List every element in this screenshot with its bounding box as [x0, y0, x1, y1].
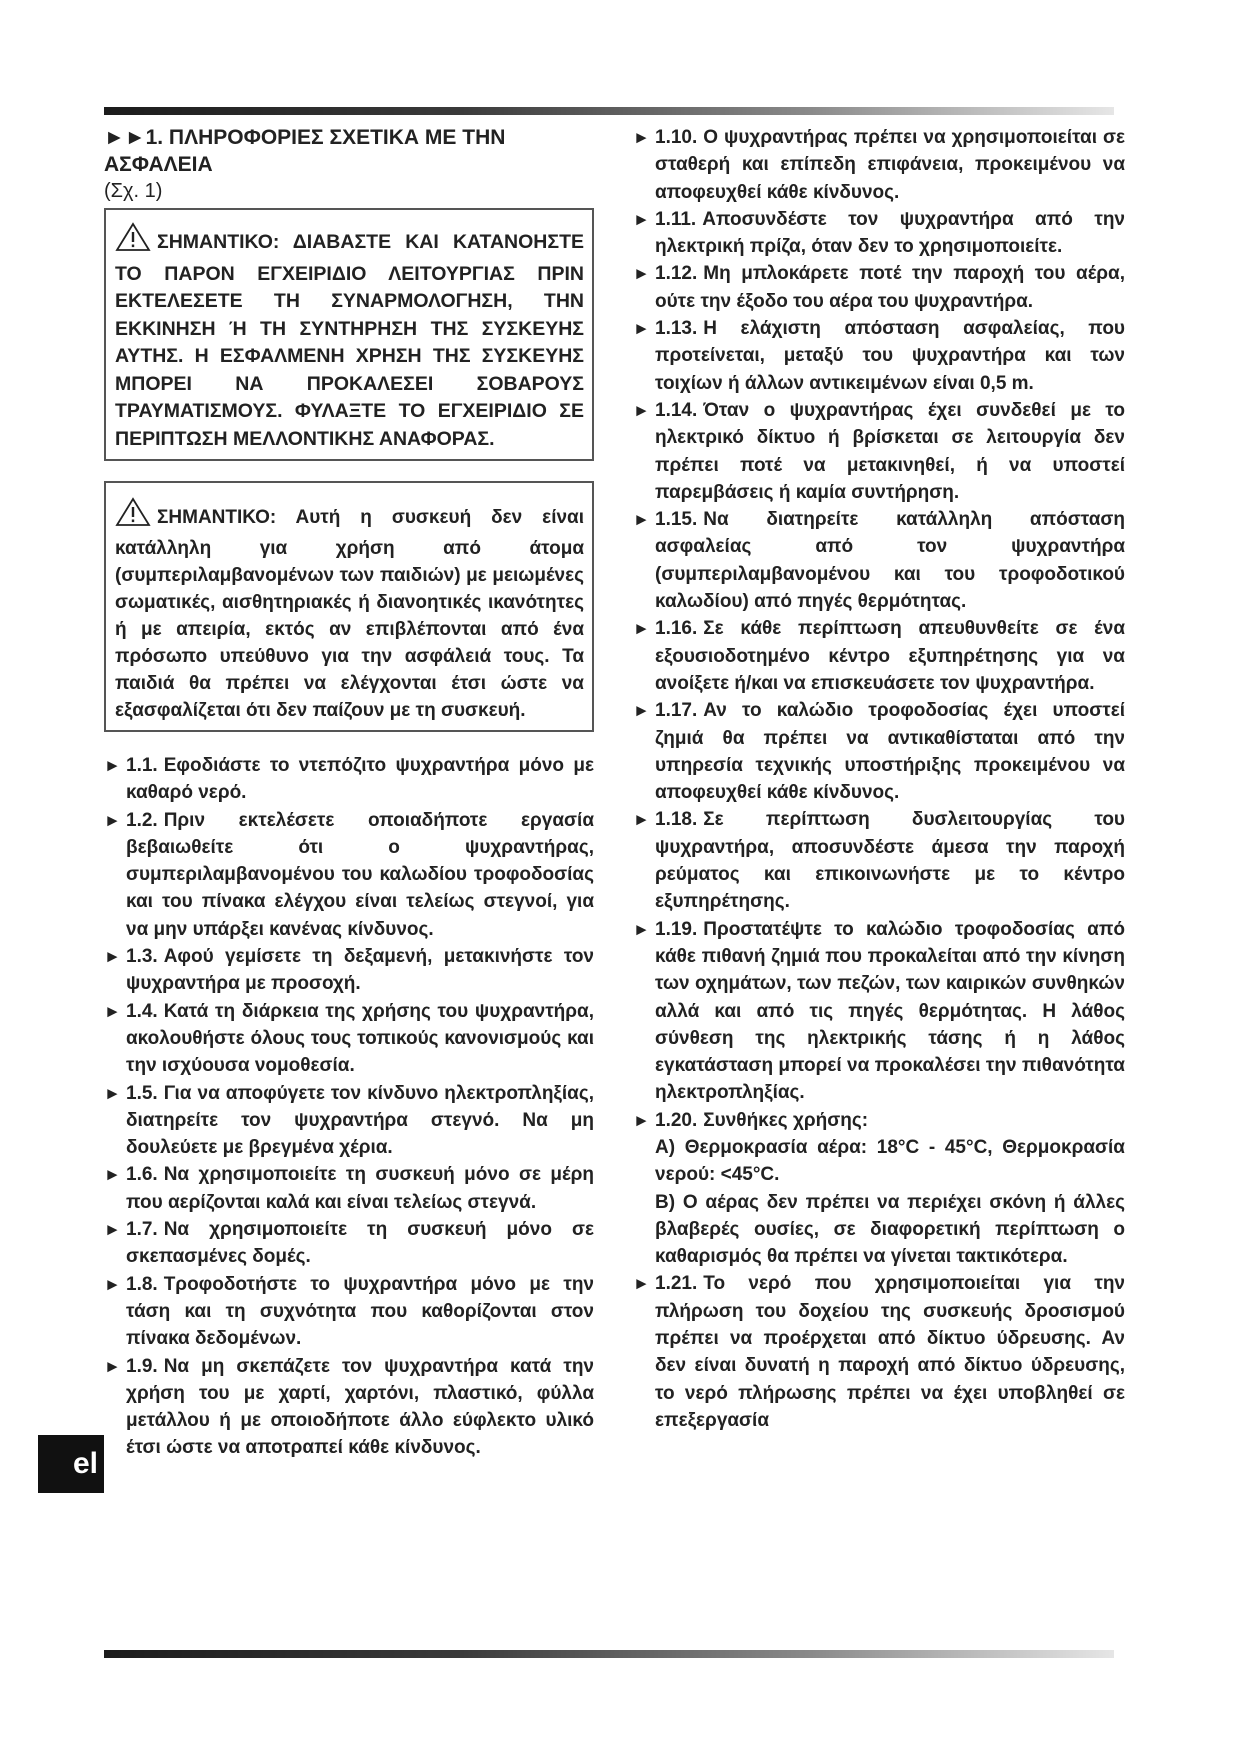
list-item: [633, 206, 1125, 261]
item-text: Η ελάχιστη απόσταση ασφαλείας, που προτείνεται, μεταξύ του ψυχραντήρα και των τοιχίων ή άλλων αντικειμένων είναι 0,5 m.: [655, 318, 1125, 394]
item-text: Αφού γεμίσετε τη δεξαμενή, μετακινήστε τον ψυχραντήρα με προσοχή.: [126, 946, 594, 995]
list-item: [633, 315, 1125, 397]
bullet-arrow-icon: ►: [104, 1001, 121, 1021]
item-body: [126, 1271, 594, 1353]
bottom-rule: [104, 1650, 1114, 1658]
item-body: [655, 806, 1125, 915]
item-text: Να διατηρείτε κατάλληλη απόσταση ασφαλείας από τον ψυχραντήρα (συμπεριλαμβανομένου και του τροφοδοτικού καλωδίου) από πηγές θερμότητας.: [655, 509, 1125, 613]
item-number: 1.8.: [126, 1273, 158, 1295]
item-number: 1.2.: [126, 809, 158, 831]
bullet-arrow-icon: ►: [633, 128, 650, 147]
list-item: [633, 697, 1125, 806]
item-body: [126, 1353, 594, 1462]
item-number: 1.1.: [126, 755, 158, 776]
item-subtext: B) Ο αέρας δεν πρέπει να περιέχει σκόνη ή άλλες βλαβερές ουσίες, σε διαφορετική περίπτωση ο καθαρισμός θα πρέπει να γίνεται τακτικότερα.: [655, 1191, 1125, 1268]
item-text: Σε περίπτωση δυσλειτουργίας του ψυχραντήρα, αποσυνδέστε άμεσα την παροχή ρεύματος και επικοινωνήστε με το κέντρο εξυπηρέτησης.: [655, 809, 1125, 913]
bullet-arrow-icon: ►: [633, 319, 650, 339]
item-number: 1.21.: [655, 1273, 698, 1295]
list-item: [633, 397, 1125, 506]
item-text: Αποσυνδέστε τον ψυχραντήρα από την ηλεκτρική πρίζα, όταν δεν το χρησιμοποιείτε.: [655, 208, 1125, 258]
item-text: Σε κάθε περίπτωση απευθυνθείτε σε ένα εξουσιοδοτημένο κέντρο εξυπηρέτησης για να ανοίξετε ή/και να επισκευάσετε τον ψυχραντήρα.: [655, 618, 1125, 694]
item-number: 1.6.: [126, 1164, 158, 1186]
bullet-arrow-icon: ►: [633, 810, 650, 830]
item-body: [655, 206, 1125, 261]
bullet-arrow-icon: ►: [633, 701, 650, 721]
item-number: 1.10.: [655, 127, 698, 148]
heading-title: 1. ΠΛΗΡΟΦΟΡΙΕΣ ΣΧΕΤΙΚΑ ΜΕ ΤΗΝ ΑΣΦΑΛΕΙΑ: [104, 126, 506, 176]
list-item: [104, 943, 594, 998]
item-body: [126, 807, 594, 943]
bullet-arrow-icon: ►: [633, 1274, 650, 1294]
list-item: [104, 1353, 594, 1462]
item-text: Το νερό που χρησιμοποιείται για την πλήρωση του δοχείου της συσκευής δροσισμού πρέπει να προέρχεται από δίκτυο ύδρευσης. Αν δεν είναι δυνατή η παροχή από δίκτυο ύδρευσης, το νερό πλήρωσης πρέπει να έχει υποβληθεί σε επεξεργασία: [655, 1273, 1125, 1431]
bullet-arrow-icon: ►: [104, 947, 121, 967]
item-text: Ο ψυχραντήρας πρέπει να χρησιμοποιείται σε σταθερή και επίπεδη επιφάνεια, προκειμένου να αποφευχθεί κάθε κίνδυνος.: [655, 127, 1125, 203]
bullet-arrow-icon: ►: [104, 1274, 121, 1294]
list-item: [104, 1216, 594, 1271]
item-body: [655, 124, 1125, 206]
item-number: 1.5.: [126, 1082, 158, 1104]
section-heading: [104, 124, 594, 178]
list-item: [633, 124, 1125, 206]
item-number: 1.14.: [655, 399, 698, 421]
list-item: [633, 615, 1125, 697]
warning-triangle-icon: [115, 222, 151, 261]
right-column: [633, 124, 1125, 1434]
warning-persons-text: Αυτή η συσκευή δεν είναι κατάλληλη για χρήση από άτομα (συμπεριλαμβανομένων των παιδιών) με μειωμένες σωματικές, αισθητηριακές ή διανοητικές ικανότητες ή με απειρία, εκτός αν επιβλέπονται από ένα πρόσωπο υπεύθυνο για την ασφάλειά τους. Τα παιδιά θα πρέπει να ελέγχονται έτσι ώστε να εξασφαλίζεται ότι δεν παίζουν με τη συσκευή.: [115, 507, 584, 721]
item-text: Εφοδιάστε το ντεπόζιτο ψυχραντήρα μόνο με καθαρό νερό.: [126, 755, 594, 804]
bullet-arrow-icon: ►: [633, 919, 650, 939]
bullet-arrow-icon: ►: [104, 1356, 121, 1376]
item-body: [655, 916, 1125, 1107]
item-number: 1.3.: [126, 946, 158, 968]
item-text: Για να αποφύγετε τον κίνδυνο ηλεκτροπληξίας, διατηρείτε τον ψυχραντήρα στεγνό. Να μη δουλεύετε με βρεγμένα χέρια.: [126, 1082, 594, 1159]
warning-box-persons: [104, 481, 594, 732]
bullet-arrow-icon: ►: [633, 264, 650, 284]
item-body: [126, 998, 594, 1080]
item-number: 1.4.: [126, 1000, 158, 1022]
item-text: Συνθήκες χρήσης:: [703, 1109, 869, 1131]
bullet-arrow-icon: ►: [104, 756, 121, 775]
item-body: [126, 1080, 594, 1162]
list-item: [633, 1270, 1125, 1434]
warning-manual-text: ΣΗΜΑΝΤΙΚΟ: ΔΙΑΒΑΣΤΕ ΚΑΙ ΚΑΤΑΝΟΗΣΤΕ ΤΟ ΠΑΡΟΝ ΕΓΧΕΙΡΙΔΙΟ ΛΕΙΤΟΥΡΓΙΑΣ ΠΡΙΝ ΕΚΤΕΛΕΣΕΤΕ ΤΗ ΣΥΝΑΡΜΟΛΟΓΗΣΗ, ΤΗΝ ΕΚΚΙΝΗΣΗ Ή ΤΗ ΣΥΝΤΗΡΗΣΗ ΤΗΣ ΣΥΣΚΕΥΗΣ ΑΥΤΗΣ. Η ΕΣΦΑΛΜΕΝΗ ΧΡΗΣΗ ΤΗΣ ΣΥΣΚΕΥΗΣ ΜΠΟΡΕΙ ΝΑ ΠΡΟΚΑΛΕΣΕΙ ΣΟΒΑΡΟΥΣ ΤΡΑΥΜΑΤΙΣΜΟΥΣ. ΦΥΛΑΞΤΕ ΤΟ ΕΓΧΕΙΡΙΔΙΟ ΣΕ ΠΕΡΙΠΤΩΣΗ ΜΕΛΛΟΝΤΙΚΗΣ ΑΝΑΦΟΡΑΣ.: [115, 231, 584, 450]
list-item: [104, 752, 594, 807]
list-item: [104, 1080, 594, 1162]
item-body: [655, 1270, 1125, 1434]
list-item: [633, 916, 1125, 1107]
item-text: Να μη σκεπάζετε τον ψυχραντήρα κατά την χρήση του με χαρτί, χαρτόνι, πλαστικό, φύλλα μετάλλου ή με οποιοδήποτε άλλο εύφλεκτο υλικό έτσι ώστε να αποτραπεί κάθε κίνδυνος.: [126, 1355, 594, 1459]
item-number: 1.13.: [655, 318, 698, 340]
left-item-list: [104, 752, 594, 1462]
item-text: Όταν ο ψυχραντήρας έχει συνδεθεί με το ηλεκτρικό δίκτυο ή βρίσκεται σε λειτουργία δεν πρέπει ποτέ να μετακινηθεί, ή να υποστεί παρεμβάσεις ή καμία συντήρηση.: [655, 399, 1125, 503]
list-item: [633, 506, 1125, 615]
item-text: Τροφοδοτήστε το ψυχραντήρα μόνο με την τάση και τη συχνότητα που καθορίζονται στον πίνακα δεδομένων.: [126, 1273, 594, 1350]
item-number: 1.16.: [655, 618, 698, 640]
list-item: [633, 260, 1125, 315]
item-number: 1.15.: [655, 509, 698, 531]
bullet-arrow-icon: ►: [104, 1220, 121, 1240]
item-body: [655, 615, 1125, 697]
item-text: Κατά τη διάρκεια της χρήσης του ψυχραντήρα, ακολουθήστε όλους τους τοπικούς κανονισμούς και την ισχύουσα νομοθεσία.: [126, 1000, 594, 1077]
item-body: [655, 697, 1125, 806]
bullet-arrow-icon: ►: [104, 1083, 121, 1103]
warning-box-manual: [104, 208, 594, 461]
top-rule: [104, 107, 1114, 115]
item-number: 1.12.: [655, 263, 698, 285]
item-body: [126, 1161, 594, 1216]
item-body: [655, 1107, 1125, 1271]
list-item: [104, 998, 594, 1080]
list-item: [633, 1107, 1125, 1271]
bullet-arrow-icon: ►: [104, 1165, 121, 1185]
right-item-list: [633, 124, 1125, 1434]
figure-reference: (Σχ. 1): [104, 180, 163, 202]
item-number: 1.9.: [126, 1355, 158, 1377]
item-body: [655, 260, 1125, 315]
bullet-arrow-icon: ►: [633, 619, 650, 639]
item-body: [126, 752, 594, 807]
bullet-arrow-icon: ►: [633, 400, 650, 420]
item-body: [655, 506, 1125, 615]
item-text: Αν το καλώδιο τροφοδοσίας έχει υποστεί ζημιά θα πρέπει να αντικαθίσταται από την υπηρεσία τεχνικής υποστήριξης προκειμένου να αποφευχθεί κάθε κίνδυνος.: [655, 700, 1125, 804]
bullet-arrow-icon: ►: [633, 209, 650, 229]
item-body: [655, 315, 1125, 397]
bullet-arrow-icon: ►: [633, 1110, 650, 1130]
bullet-arrow-icon: ►: [104, 810, 121, 830]
item-text: Μη μπλοκάρετε ποτέ την παροχή του αέρα, ούτε την έξοδο του αέρα του ψυχραντήρα.: [655, 263, 1125, 312]
list-item: [104, 1161, 594, 1216]
list-item: [104, 807, 594, 943]
item-number: 1.19.: [655, 918, 698, 940]
item-number: 1.7.: [126, 1219, 158, 1241]
item-text: Προστατέψτε το καλώδιο τροφοδοσίας από κάθε πιθανή ζημιά που προκαλείται από την κίνηση των οχημάτων, των πεζών, των καιρικών συνθηκών αλλά και από τις πηγές θερμότητας. Η λάθος σύνθεση της ηλεκτρικής τάσης ή η λάθος εγκατάσταση μπορεί να προκαλέσει την πιθανότητα ηλεκτροπληξίας.: [655, 918, 1125, 1104]
language-tab: el: [38, 1435, 104, 1493]
heading-arrows: ►►: [104, 126, 146, 149]
warning-triangle-icon: [115, 497, 151, 535]
item-number: 1.20.: [655, 1109, 698, 1131]
left-column: [104, 124, 594, 1462]
list-item: [633, 806, 1125, 915]
item-body: [655, 397, 1125, 506]
bullet-arrow-icon: ►: [633, 510, 650, 530]
item-text: Να χρησιμοποιείτε τη συσκευή μόνο σε μέρη που αερίζονται καλά και είναι τελείως στεγνά.: [126, 1164, 594, 1213]
item-number: 1.18.: [655, 809, 698, 831]
item-text: Να χρησιμοποιείτε τη συσκευή μόνο σε σκεπασμένες δομές.: [126, 1219, 594, 1268]
warning-persons-title: ΣΗΜΑΝΤΙΚΟ:: [157, 507, 277, 528]
item-number: 1.17.: [655, 700, 698, 722]
item-subtext: A) Θερμοκρασία αέρα: 18°C - 45°C, Θερμοκρασία νερού: <45°C.: [655, 1136, 1125, 1186]
item-text: Πριν εκτελέσετε οποιαδήποτε εργασία βεβαιωθείτε ότι ο ψυχραντήρας, συμπεριλαμβανομένου του καλωδίου τροφοδοσίας και του πίνακα ελέγχου είναι τελείως στεγνοί, για να μην υπάρξει κανένας κίνδυνος.: [126, 809, 594, 940]
item-body: [126, 943, 594, 998]
list-item: [104, 1271, 594, 1353]
item-body: [126, 1216, 594, 1271]
item-number: 1.11.: [655, 208, 697, 230]
